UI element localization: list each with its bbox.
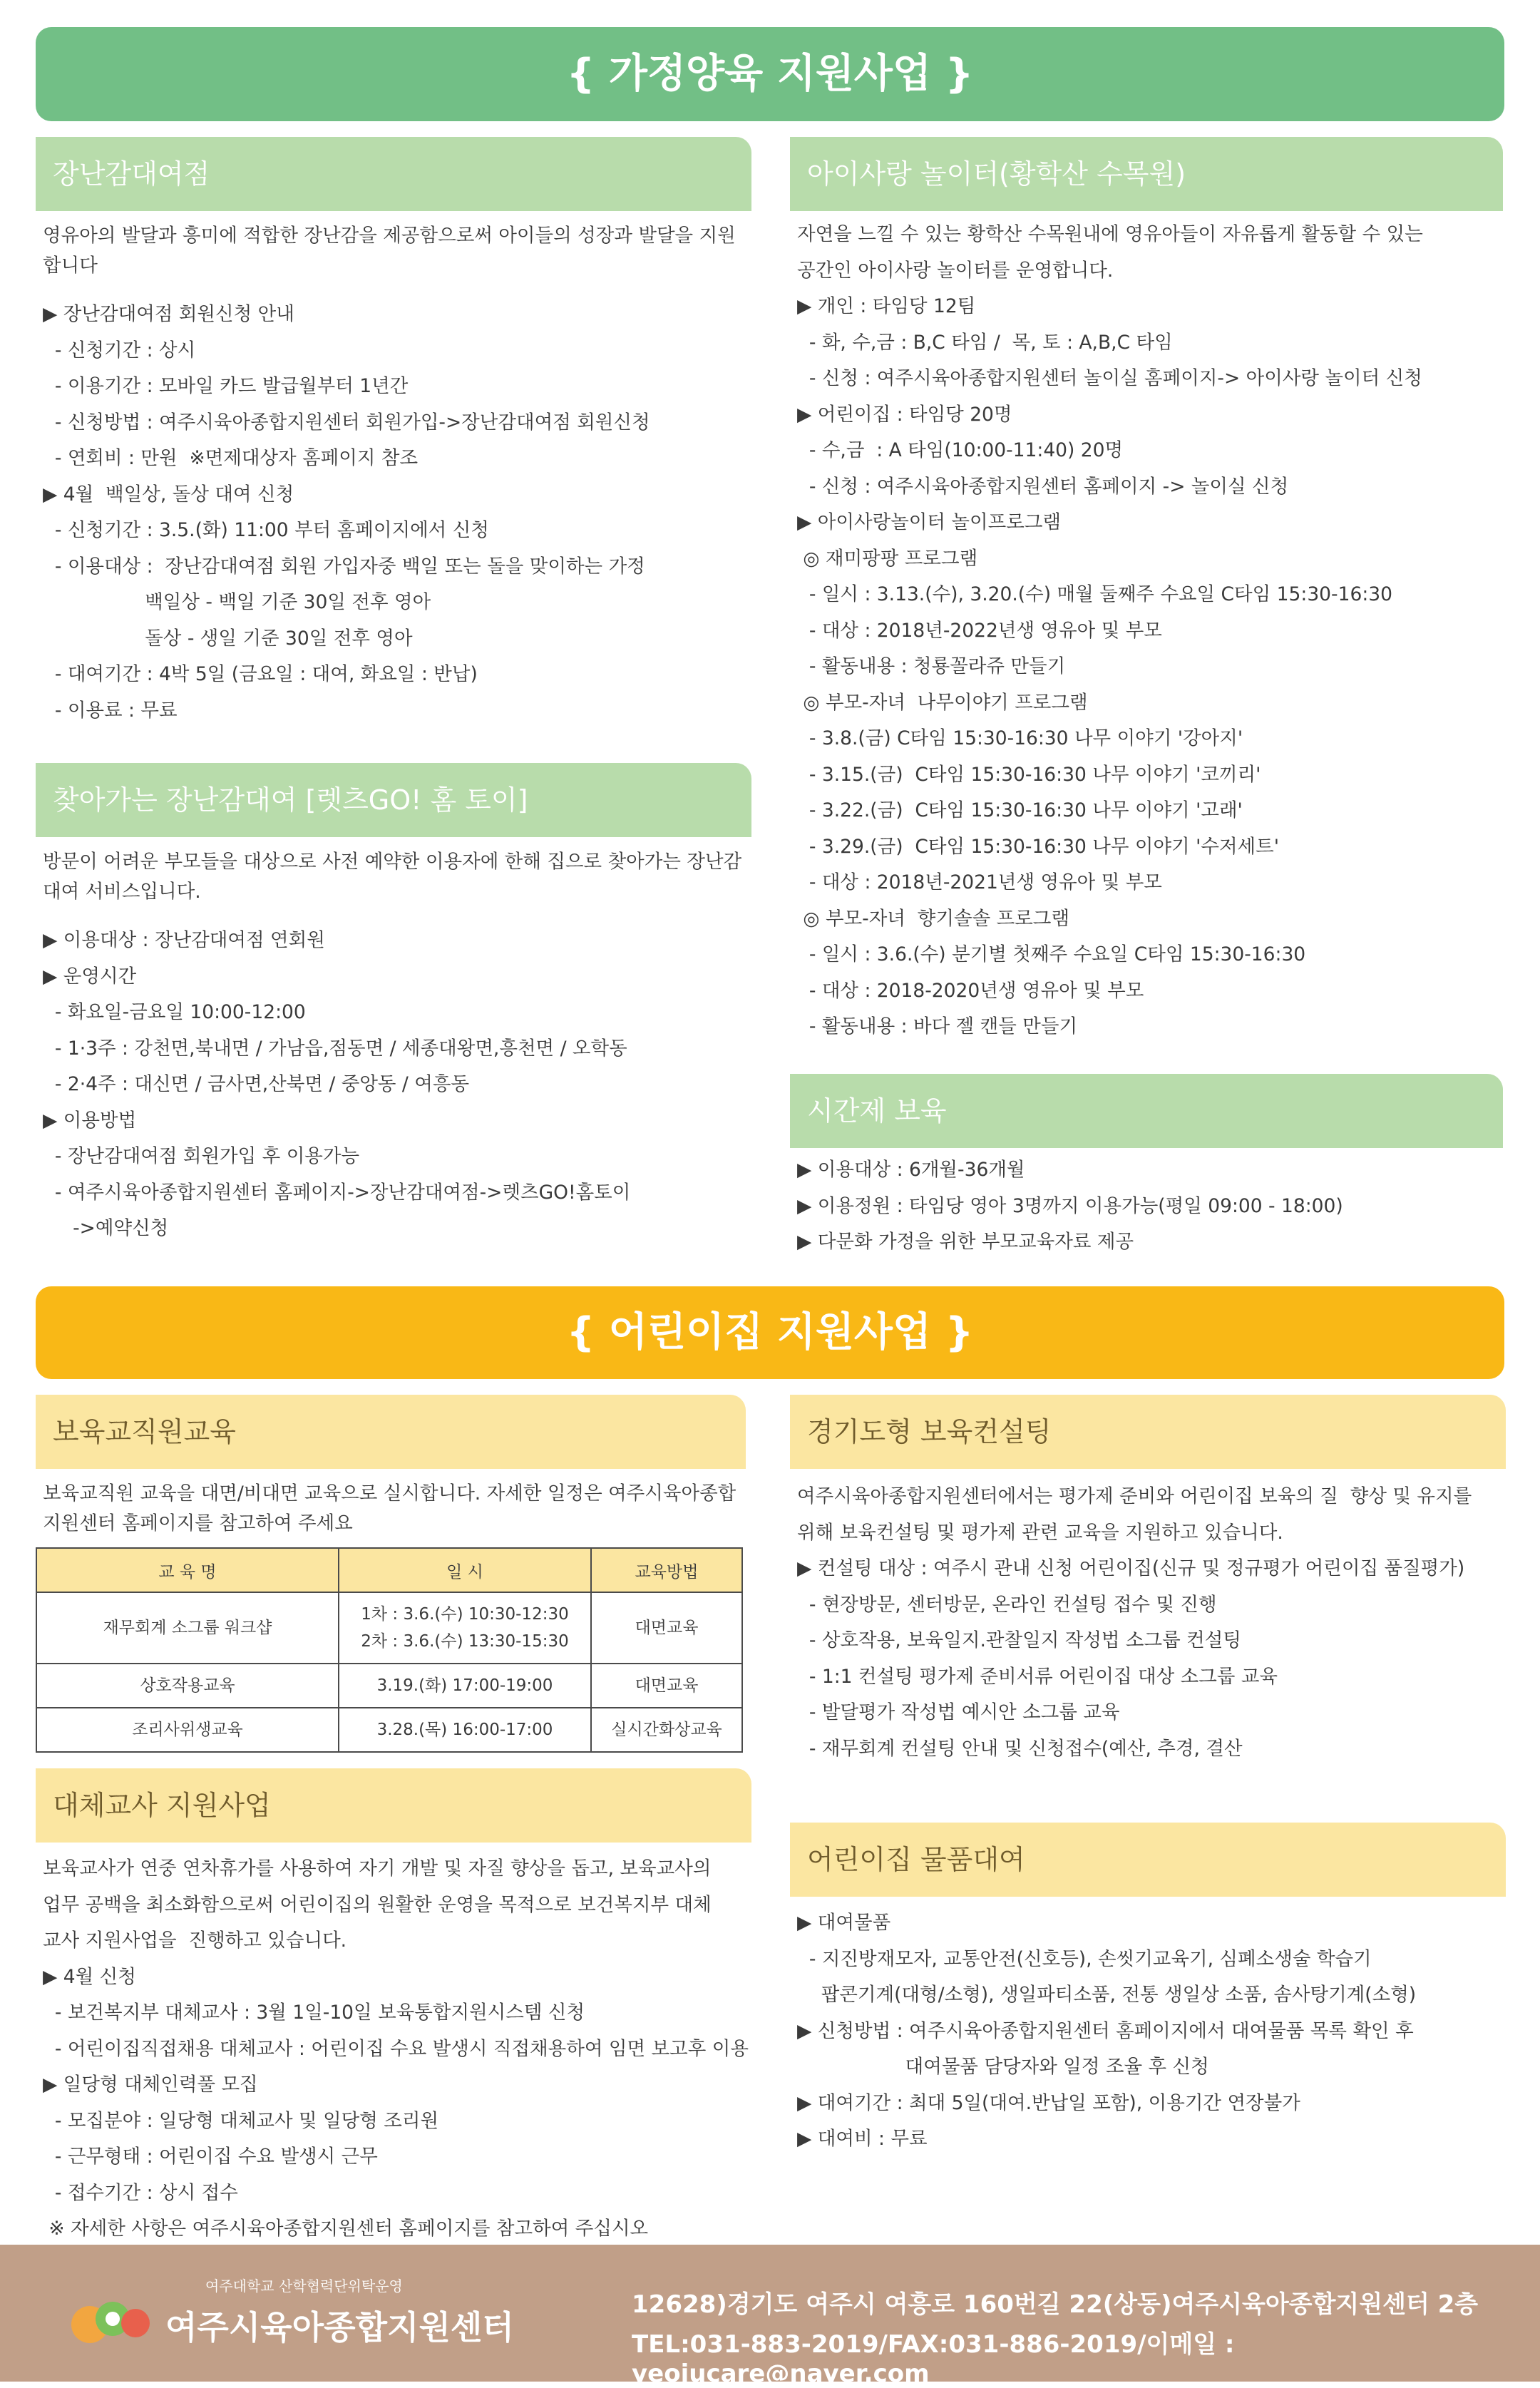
text-line: 위해 보육컨설팅 및 평가제 관련 교육을 지원하고 있습니다. [797, 1521, 1283, 1544]
course-date: 3.19.(화) 17:00-19:00 [339, 1664, 591, 1708]
section-intro: 영유아의 발달과 흥미에 적합한 장난감을 제공함으로써 아이들의 성장과 발달을 지원합니다 [43, 225, 736, 277]
text-line: ->예약신청 [43, 1217, 169, 1239]
text-line: - 발달평가 작성법 예시안 소그룹 교육 [797, 1701, 1120, 1723]
text-line: ▶ 대여비 : 무료 [797, 2128, 928, 2150]
text-line: 업무 공백을 최소화함으로써 어린이집의 원활한 운영을 목적으로 보건복지부 대체 [43, 1893, 712, 1916]
staff-education-section [36, 1395, 746, 1753]
col-header: 교육방법 [591, 1548, 742, 1592]
playground-details [790, 217, 1503, 1045]
text-line: - 대여기간 : 4박 5일 (금요일 : 대여, 화요일 : 반납) [43, 663, 478, 685]
text-line: - 상호작용, 보육일지.관찰일지 작성법 소그룹 컨설팅 [797, 1629, 1241, 1651]
text-line: ※ 자세한 사항은 여주시육아종합지원센터 홈페이지를 참고하여 주십시오 [43, 2218, 649, 2240]
text-line: - 2·4주 : 대신면 / 금사면,산북면 / 중앙동 / 여흥동 [43, 1073, 470, 1095]
course-name: 재무회계 소그룹 워크샵 [36, 1592, 339, 1664]
text-line: - 신청기간 : 3.5.(화) 11:00 부터 홈페이지에서 신청 [43, 519, 489, 541]
time-care-section [790, 1074, 1503, 1261]
text-line: - 접수기간 : 상시 접수 [43, 2181, 238, 2204]
consulting-details [790, 1479, 1506, 1767]
goods-rental-section [790, 1823, 1506, 2158]
text-line: - 일시 : 3.6.(수) 분기별 첫째주 수요일 C타임 15:30-16:30 [797, 943, 1306, 965]
section-intro: 방문이 어려운 부모들을 대상으로 사전 예약한 이용자에 한해 집으로 찾아가는 장난감 대여 서비스입니다. [43, 851, 742, 903]
text-line: ▶ 4월 신청 [43, 1965, 136, 1988]
text-line: 돌상 - 생일 기준 30일 전후 영아 [43, 627, 413, 650]
toy-library-section [36, 137, 751, 729]
text-line: - 화요일-금요일 10:00-12:00 [43, 1001, 306, 1023]
address: 12628)경기도 여주시 여흥로 160번길 22(상동)여주시육아종합지원센터 2층 [632, 2290, 1479, 2319]
course-method: 대면교육 [591, 1592, 742, 1664]
text-line: ▶ 이용방법 [43, 1109, 137, 1132]
table-row [36, 1592, 742, 1664]
text-line: - 장난감대여점 회원가입 후 이용가능 [43, 1145, 360, 1167]
center-logo-icon [68, 2287, 154, 2352]
text-line: 공간인 아이사랑 놀이터를 운영합니다. [797, 259, 1114, 282]
text-line: - 3.22.(금) C타임 15:30-16:30 나무 이야기 '고래' [797, 799, 1243, 821]
text-line: 자연을 느낄 수 있는 황학산 수목원내에 영유아들이 자유롭게 활동할 수 있는 [797, 223, 1423, 245]
text-line: ▶ 이용대상 : 6개월-36개월 [797, 1159, 1025, 1181]
text-line: - 대상 : 2018년-2022년생 영유아 및 부모 [797, 619, 1162, 642]
time-care-details [790, 1152, 1503, 1261]
col-header: 일 시 [339, 1548, 591, 1592]
course-date: 1차 : 3.6.(수) 10:30-12:30 2차 : 3.6.(수) 13:30-15:30 [339, 1592, 591, 1664]
text-line: - 근무형태 : 어린이집 수요 발생시 근무 [43, 2146, 378, 2168]
text-line: 여주시육아종합지원센터에서는 평가제 준비와 어린이집 보육의 질 향상 및 유지를 [797, 1485, 1472, 1507]
text-line: ▶ 대여물품 [797, 1912, 891, 1934]
text-line: - 보건복지부 대체교사 : 3월 1일-10일 보육통합지원시스템 신청 [43, 2002, 585, 2024]
text-line: 팝콘기계(대형/소형), 생일파티소품, 전통 생일상 소품, 솜사탕기계(소형) [797, 1984, 1417, 2006]
section-title: 장난감대여점 [36, 137, 751, 211]
text-line: - 1:1 컨설팅 평가제 준비서류 어린이집 대상 소그룹 교육 [797, 1665, 1278, 1688]
section-title: 시간제 보육 [790, 1074, 1503, 1148]
daycare-support-banner: { 어린이집 지원사업 } [36, 1286, 1504, 1379]
operator-label: 여주대학교 산학협력단위탁운영 [205, 2277, 403, 2295]
text-line: - 대상 : 2018년-2021년생 영유아 및 부모 [797, 871, 1162, 893]
text-line: - 신청 : 여주시육아종합지원센터 홈페이지 -> 놀이실 신청 [797, 475, 1289, 498]
text-line: - 3.15.(금) C타임 15:30-16:30 나무 이야기 '코끼리' [797, 763, 1261, 786]
text-line: ▶ 컨설팅 대상 : 여주시 관내 신청 어린이집(신규 및 정규평가 어린이집 품질평가) [797, 1557, 1465, 1579]
home-toy-section [36, 763, 751, 1247]
text-line: ▶ 아이사랑놀이터 놀이프로그램 [797, 511, 1062, 533]
text-line: ▶ 신청방법 : 여주시육아종합지원센터 홈페이지에서 대여물품 목록 확인 후 [797, 2019, 1414, 2042]
playground-section [790, 137, 1503, 1045]
col-header: 교 육 명 [36, 1548, 339, 1592]
text-line: - 1·3주 : 강천면,북내면 / 가남읍,점동면 / 세종대왕면,흥천면 / 오학동 [43, 1037, 627, 1060]
education-schedule-table [36, 1547, 743, 1753]
goods-details [790, 1905, 1506, 2158]
substitute-teacher-section [36, 1768, 751, 2248]
text-line: ◎ 부모-자녀 나무이야기 프로그램 [797, 691, 1088, 714]
text-line: 보육교사가 연중 연차휴가를 사용하여 자기 개발 및 자질 향상을 돕고, 보육교사의 [43, 1857, 712, 1880]
text-line: - 신청 : 여주시육아종합지원센터 놀이실 홈페이지-> 아이사랑 놀이터 신청 [797, 367, 1422, 389]
text-line: - 활동내용 : 바다 젤 캔들 만들기 [797, 1015, 1078, 1037]
text-line: - 지진방재모자, 교통안전(신호등), 손씻기교육기, 심폐소생술 학습기 [797, 1947, 1372, 1970]
text-line: - 연회비 : 만원 ※면제대상자 홈페이지 참조 [43, 447, 419, 469]
text-line: ▶ 이용정원 : 타임당 영아 3명까지 이용가능(평일 09:00 - 18:00) [797, 1194, 1343, 1217]
text-line: - 일시 : 3.13.(수), 3.20.(수) 매월 둘째주 수요일 C타임 15:30-16:30 [797, 583, 1392, 605]
course-name: 조리사위생교육 [36, 1708, 339, 1752]
course-method: 대면교육 [591, 1664, 742, 1708]
home-toy-details [36, 923, 751, 1247]
consulting-section [790, 1395, 1506, 1767]
text-line: - 신청기간 : 상시 [43, 339, 196, 362]
text-line: ▶ 다문화 가정을 위한 부모교육자료 제공 [797, 1231, 1134, 1253]
text-line: 대여물품 담당자와 일정 조율 후 신청 [797, 2056, 1209, 2078]
text-line: ▶ 개인 : 타임당 12팀 [797, 295, 976, 317]
text-line: ▶ 4월 백일상, 돌상 대여 신청 [43, 483, 294, 506]
section-title: 찾아가는 장난감대여 [렛츠GO! 홈 토이] [36, 763, 751, 837]
text-line: ▶ 이용대상 : 장난감대여점 연회원 [43, 929, 325, 951]
section-title: 어린이집 물품대여 [790, 1823, 1506, 1897]
section-title: 경기도형 보육컨설팅 [790, 1395, 1506, 1469]
text-line: - 이용료 : 무료 [43, 699, 178, 722]
text-line: - 화, 수,금 : B,C 타임 / 목, 토 : A,B,C 타임 [797, 331, 1173, 354]
footer [0, 2245, 1540, 2388]
text-line: - 이용대상 : 장난감대여점 회원 가입자중 백일 또는 돌을 맞이하는 가정 [43, 555, 645, 578]
text-line: - 이용기간 : 모바일 카드 발급월부터 1년간 [43, 375, 409, 397]
text-line: - 모집분야 : 일당형 대체교사 및 일당형 조리원 [43, 2109, 439, 2132]
text-line: - 3.29.(금) C타임 15:30-16:30 나무 이야기 '수저세트' [797, 835, 1280, 858]
text-line: - 어린이집직접채용 대체교사 : 어린이집 수요 발생시 직접채용하여 임면 보고후 이용 [43, 2037, 749, 2060]
text-line: ▶ 운영시간 [43, 965, 137, 988]
text-line: ◎ 재미팡팡 프로그램 [797, 547, 978, 570]
text-line: - 여주시육아종합지원센터 홈페이지->장난감대여점->렛츠GO!홈토이 [43, 1181, 631, 1204]
toy-details [36, 297, 751, 729]
family-support-banner: { 가정양육 지원사업 } [36, 27, 1504, 121]
section-title: 아이사랑 놀이터(황학산 수목원) [790, 137, 1503, 211]
course-method: 실시간화상교육 [591, 1708, 742, 1752]
text-line: 백일상 - 백일 기준 30일 전후 영아 [43, 591, 431, 613]
table-row [36, 1664, 742, 1708]
text-line: - 대상 : 2018-2020년생 영유아 및 부모 [797, 979, 1144, 1002]
center-name: 여주시육아종합지원센터 [165, 2308, 514, 2347]
text-line: ▶ 일당형 대체인력풀 모집 [43, 2074, 258, 2096]
text-line: - 3.8.(금) C타임 15:30-16:30 나무 이야기 '강아지' [797, 727, 1243, 749]
text-line: ▶ 어린이집 : 타임당 20명 [797, 403, 1012, 426]
section-title: 보육교직원교육 [36, 1395, 746, 1469]
course-name: 상호작용교육 [36, 1664, 339, 1708]
substitute-details [36, 1851, 751, 2248]
contact-info: TEL:031-883-2019/FAX:031-886-2019/이메일 : yeojucare@naver.com [632, 2330, 1235, 2388]
text-line: - 신청방법 : 여주시육아종합지원센터 회원가입->장난감대여점 회원신청 [43, 411, 650, 434]
table-row [36, 1708, 742, 1752]
section-intro: 보육교직원 교육을 대면/비대면 교육으로 실시합니다. 자세한 일정은 여주시육아종합지원센터 홈페이지를 참고하여 주세요 [43, 1482, 736, 1534]
text-line: ▶ 대여기간 : 최대 5일(대여.반납일 포함), 이용기간 연장불가 [797, 2091, 1300, 2114]
text-line: 교사 지원사업을 진행하고 있습니다. [43, 1930, 347, 1952]
section-title: 대체교사 지원사업 [36, 1768, 751, 1843]
text-line: - 재무회계 컨설팅 안내 및 신청접수(예산, 추경, 결산 [797, 1737, 1243, 1760]
text-line: ▶ 장난감대여점 회원신청 안내 [43, 303, 294, 325]
text-line: - 수,금 : A 타임(10:00-11:40) 20명 [797, 439, 1124, 461]
text-line: - 현장방문, 센터방문, 온라인 컨설팅 접수 및 진행 [797, 1593, 1217, 1616]
text-line: ◎ 부모-자녀 향기솔솔 프로그램 [797, 907, 1069, 930]
text-line: - 활동내용 : 청룡꼴라쥬 만들기 [797, 655, 1066, 677]
course-date: 3.28.(목) 16:00-17:00 [339, 1708, 591, 1752]
